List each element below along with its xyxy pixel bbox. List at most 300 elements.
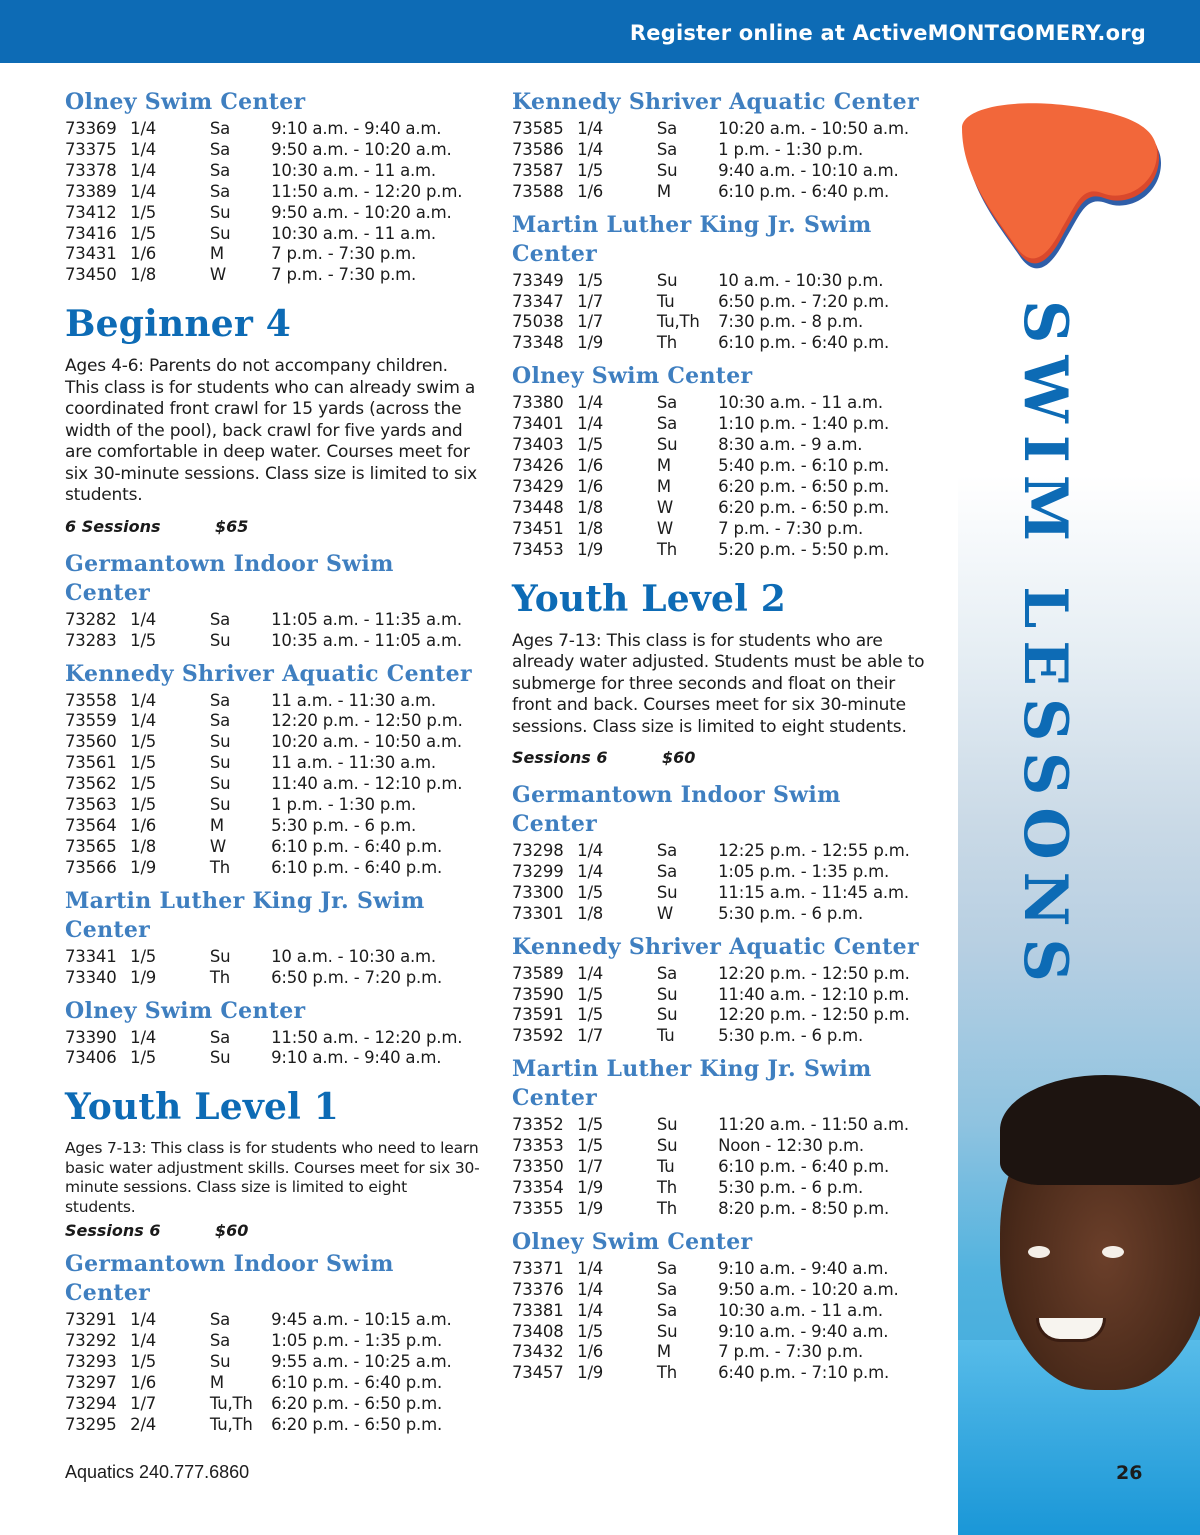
course-number: 73299 [512,861,564,881]
location-block [512,362,932,560]
schedule-row [512,964,932,985]
schedule-row [65,1048,485,1069]
course-number: 73354 [512,1177,564,1197]
location-block [512,781,932,925]
schedule-table [65,947,485,989]
left-column [65,88,485,1436]
course-number: 73389 [65,181,117,201]
location-block [65,88,485,286]
time: 5:20 p.m. - 5:50 p.m. [718,539,890,559]
schedule-table [65,119,485,286]
start-date: 1/7 [577,1026,604,1046]
day: Su [209,795,231,815]
schedule-row [512,1178,932,1199]
schedule-row [512,985,932,1006]
schedule-row [65,1415,485,1436]
start-date: 2/4 [130,1414,157,1434]
start-date: 1/4 [130,1331,157,1351]
course-number: 73592 [512,1026,564,1046]
day: Sa [209,160,231,180]
time: 7 p.m. - 7:30 p.m. [271,265,417,285]
sessions-count: Sessions 6 [65,1221,161,1241]
schedule-table [512,1115,932,1220]
time: 11:50 a.m. - 12:20 p.m. [271,1027,463,1047]
course-number: 73453 [512,539,564,559]
sessions-count: 6 Sessions [65,516,161,536]
day: Su [656,1136,678,1156]
time: 9:55 a.m. - 10:25 a.m. [271,1352,452,1372]
schedule-row [512,161,932,182]
schedule-row [512,271,932,292]
time: Noon - 12:30 p.m. [718,1136,864,1156]
time: 12:20 p.m. - 12:50 p.m. [271,711,463,731]
start-date: 1/9 [577,1363,604,1383]
schedule-row [65,858,485,879]
day: Su [656,984,678,1004]
day: Su [656,1115,678,1135]
time: 6:40 p.m. - 7:10 p.m. [718,1363,890,1383]
time: 11:40 a.m. - 12:10 p.m. [718,984,910,1004]
day: Th [656,1177,677,1197]
start-date: 1/9 [130,967,157,987]
start-date: 1/6 [577,1342,604,1362]
start-date: 1/4 [577,393,604,413]
course-number: 73591 [512,1005,564,1025]
course-number: 73448 [512,497,564,517]
time: 1 p.m. - 1:30 p.m. [718,139,864,159]
course-number: 73432 [512,1342,564,1362]
day: Sa [656,139,678,159]
schedule-row [512,292,932,313]
sessions-price [512,748,932,767]
time: 7 p.m. - 7:30 p.m. [718,1342,864,1362]
start-date: 1/8 [130,265,157,285]
day: Sa [209,690,231,710]
time: 9:50 a.m. - 10:20 a.m. [271,139,452,159]
start-date: 1/4 [130,711,157,731]
schedule-row [65,265,485,286]
time: 11 a.m. - 11:30 a.m. [271,690,436,710]
time: 6:10 p.m. - 6:40 p.m. [718,333,890,353]
day: Sa [209,609,231,629]
day: Sa [656,1258,678,1278]
sessions-count: Sessions 6 [512,748,608,767]
schedule-table [65,1310,485,1435]
start-date: 1/5 [130,753,157,773]
course-number: 73563 [65,795,117,815]
location-block [65,550,485,652]
schedule-row [65,631,485,652]
day: Su [209,774,231,794]
schedule-row [512,1136,932,1157]
schedule-row [512,312,932,333]
time: 6:20 p.m. - 6:50 p.m. [718,497,890,517]
course-number: 73369 [65,119,117,138]
day: M [209,244,224,264]
time: 10:30 a.m. - 11 a.m. [271,160,436,180]
day: M [656,1342,671,1362]
day: Th [209,967,230,987]
start-date: 1/5 [130,774,157,794]
schedule-row [512,333,932,354]
location-title: Kennedy Shriver Aquatic Center [512,933,919,960]
time: 6:10 p.m. - 6:40 p.m. [271,836,443,856]
schedule-row [65,968,485,989]
time: 5:30 p.m. - 6 p.m. [718,1177,864,1197]
course-number: 73348 [512,333,564,353]
time: 11:05 a.m. - 11:35 a.m. [271,609,462,629]
location-title: Kennedy Shriver Aquatic Center [512,89,919,115]
schedule-row [512,477,932,498]
day: Su [209,202,231,222]
course-description: Ages 7-13: This class is for students who need to learn basic water adjustment skills. Courses meet for six 30-minute sessions. Class size is limited to eight students. [65,1139,480,1216]
course-number: 73291 [65,1310,117,1330]
course-number: 73431 [65,244,117,264]
start-date: 1/5 [130,202,157,222]
course-number: 73561 [65,753,117,773]
schedule-row [65,1331,485,1352]
location-block [512,88,932,203]
course-number: 73588 [512,181,564,201]
start-date: 1/4 [130,139,157,159]
start-date: 1/5 [577,984,604,1004]
time: 10:30 a.m. - 11 a.m. [718,393,883,413]
start-date: 1/6 [130,1373,157,1393]
time: 5:30 p.m. - 6 p.m. [718,1026,864,1046]
start-date: 1/4 [130,1027,157,1047]
course-number: 73298 [512,841,564,860]
start-date: 1/8 [130,836,157,856]
location-title: Germantown Indoor Swim Center [65,1251,394,1307]
schedule-table [512,964,932,1048]
schedule-table [512,1259,932,1384]
day: Sa [656,963,678,983]
schedule-row [512,119,932,140]
start-date: 1/6 [577,455,604,475]
time: 9:50 a.m. - 10:20 a.m. [718,1279,899,1299]
time: 9:10 a.m. - 9:40 a.m. [271,119,442,138]
sessions-price [65,517,485,536]
time: 9:10 a.m. - 9:40 a.m. [271,1048,442,1068]
schedule-row [512,393,932,414]
time: 9:10 a.m. - 9:40 a.m. [718,1258,889,1278]
location-title: Olney Swim Center [65,997,306,1024]
start-date: 1/4 [577,861,604,881]
time: 5:40 p.m. - 6:10 p.m. [718,455,890,475]
time: 8:30 a.m. - 9 a.m. [718,435,863,455]
schedule-row [65,795,485,816]
start-date: 1/5 [577,1321,604,1341]
start-date: 1/6 [577,181,604,201]
start-date: 1/4 [577,1279,604,1299]
swimmer-eye-left [1028,1246,1050,1258]
start-date: 1/5 [130,1048,157,1068]
schedule-row [512,841,932,862]
course-number: 73376 [512,1279,564,1299]
location-block [65,997,485,1070]
start-date: 1/5 [577,160,604,180]
time: 10:30 a.m. - 11 a.m. [718,1300,883,1320]
course-number: 73349 [512,270,564,290]
location-title: Martin Luther King Jr. Swim Center [512,1056,872,1112]
schedule-row [512,1322,932,1343]
time: 9:45 a.m. - 10:15 a.m. [271,1310,452,1330]
schedule-row [65,753,485,774]
schedule-row [512,1280,932,1301]
start-date: 1/8 [577,518,604,538]
day: Su [209,630,231,650]
time: 6:20 p.m. - 6:50 p.m. [271,1393,443,1413]
time: 10:30 a.m. - 11 a.m. [271,223,436,243]
start-date: 1/9 [577,1198,604,1218]
day: Tu,Th [656,312,700,332]
day: Su [656,1005,678,1025]
time: 12:25 p.m. - 12:55 p.m. [718,841,910,860]
day: Su [656,270,678,290]
start-date: 1/5 [577,1136,604,1156]
course-number: 73586 [512,139,564,159]
day: Sa [209,181,231,201]
start-date: 1/9 [577,333,604,353]
start-date: 1/4 [577,119,604,138]
location-block [512,933,932,1048]
time: 6:50 p.m. - 7:20 p.m. [718,291,890,311]
location-title: Martin Luther King Jr. Swim Center [512,211,872,267]
course-number: 73412 [65,202,117,222]
course-number: 73564 [65,816,117,835]
start-date: 1/4 [577,139,604,159]
time: 7:30 p.m. - 8 p.m. [718,312,864,332]
start-date: 1/4 [577,1300,604,1320]
schedule-row [65,1373,485,1394]
day: Sa [656,841,678,860]
schedule-row [512,456,932,477]
day: Sa [209,139,231,159]
start-date: 1/5 [130,795,157,815]
course-heading: Youth Level 2 [512,577,786,620]
location-title: Olney Swim Center [512,363,753,390]
schedule-row [512,414,932,435]
location-title: Martin Luther King Jr. Swim Center [65,887,425,943]
course-number: 73451 [512,518,564,538]
schedule-row [512,1157,932,1178]
course-number: 73560 [65,732,117,752]
day: Sa [656,861,678,881]
schedule-row [512,182,932,203]
day: Sa [209,1310,231,1330]
time: 10 a.m. - 10:30 a.m. [271,946,436,966]
start-date: 1/4 [130,160,157,180]
schedule-row [65,161,485,182]
start-date: 1/5 [577,435,604,455]
course-heading: Youth Level 1 [65,1086,339,1129]
day: Tu,Th [209,1393,253,1413]
course-number: 73375 [65,139,117,159]
day: Su [656,882,678,902]
location-title: Germantown Indoor Swim Center [512,782,841,837]
schedule-row [512,540,932,561]
day: Sa [656,393,678,413]
time: 11:40 a.m. - 12:10 p.m. [271,774,463,794]
schedule-row [65,1310,485,1331]
course-number: 73355 [512,1198,564,1218]
day: Su [209,753,231,773]
time: 10:35 a.m. - 11:05 a.m. [271,630,462,650]
day: Su [209,732,231,752]
schedule-table [512,119,932,203]
day: M [656,455,671,475]
sessions-price [65,1221,485,1240]
schedule-row [65,816,485,837]
course-number: 73283 [65,630,117,650]
day: Tu [656,1157,675,1177]
time: 11:50 a.m. - 12:20 p.m. [271,181,463,201]
time: 9:10 a.m. - 9:40 a.m. [718,1321,889,1341]
schedule-row [65,610,485,631]
day: Su [656,435,678,455]
day: W [656,518,673,538]
day: Tu [656,1026,675,1046]
course-number: 73371 [512,1258,564,1278]
course-number: 73381 [512,1300,564,1320]
schedule-row [65,947,485,968]
day: Su [209,946,231,966]
day: Th [656,1363,677,1383]
location-title: Olney Swim Center [65,89,306,115]
start-date: 1/5 [577,1005,604,1025]
schedule-row [65,182,485,203]
course-number: 73565 [65,836,117,856]
schedule-row [512,1342,932,1363]
schedule-row [512,519,932,540]
schedule-row [65,203,485,224]
start-date: 1/8 [577,497,604,517]
start-date: 1/4 [130,1310,157,1330]
day: W [656,497,673,517]
page-number: 26 [1116,1462,1143,1484]
start-date: 1/4 [130,181,157,201]
schedule-row [512,1026,932,1047]
course-number: 75038 [512,312,564,332]
time: 10:20 a.m. - 10:50 a.m. [271,732,462,752]
day: W [656,903,673,923]
day: Tu [656,291,675,311]
course-number: 73457 [512,1363,564,1383]
start-date: 1/5 [130,946,157,966]
schedule-row [65,1352,485,1373]
schedule-row [512,883,932,904]
start-date: 1/5 [130,223,157,243]
course-number: 73353 [512,1136,564,1156]
start-date: 1/4 [577,963,604,983]
course-number: 73292 [65,1331,117,1351]
schedule-table [65,610,485,652]
day: Sa [656,119,678,138]
day: M [209,816,224,835]
course-number: 73589 [512,963,564,983]
day: Th [656,539,677,559]
course-price: $65 [215,516,249,536]
course-number: 73587 [512,160,564,180]
location-title: Olney Swim Center [512,1228,753,1255]
day: Su [656,160,678,180]
time: 9:40 a.m. - 10:10 a.m. [718,160,899,180]
time: 10 a.m. - 10:30 p.m. [718,270,884,290]
day: Th [209,857,230,877]
start-date: 1/9 [577,1177,604,1197]
course-number: 73403 [512,435,564,455]
course-number: 73350 [512,1157,564,1177]
course-price: $60 [662,748,696,767]
course-number: 73380 [512,393,564,413]
course-number: 73347 [512,291,564,311]
start-date: 1/4 [577,414,604,434]
footer-phone: Aquatics 240.777.6860 [65,1462,250,1482]
right-column [512,88,932,1384]
day: Su [209,1352,231,1372]
section-title-vertical: SWIM LESSONS [1010,300,1080,994]
time: 1:05 p.m. - 1:35 p.m. [271,1331,443,1351]
schedule-row [65,1394,485,1415]
course-number: 73297 [65,1373,117,1393]
course-number: 73378 [65,160,117,180]
course-number: 73429 [512,476,564,496]
register-link[interactable]: Register online at ActiveMONTGOMERY.org [629,21,1146,45]
schedule-row [65,837,485,858]
start-date: 1/5 [577,1115,604,1135]
schedule-row [65,140,485,161]
time: 10:20 a.m. - 10:50 a.m. [718,119,909,138]
course-number: 73562 [65,774,117,794]
day: Su [656,1321,678,1341]
location-block [512,1228,932,1384]
course-number: 73426 [512,455,564,475]
time: 11:15 a.m. - 11:45 a.m. [718,882,909,902]
swimmer-eye-right [1102,1246,1124,1258]
start-date: 1/6 [130,244,157,264]
course-price: $60 [215,1221,249,1241]
schedule-row [512,498,932,519]
schedule-table [65,1028,485,1070]
day: Sa [209,1027,231,1047]
start-date: 1/7 [577,312,604,332]
course-number: 73590 [512,984,564,1004]
schedule-row [65,244,485,265]
time: 12:20 p.m. - 12:50 p.m. [718,1005,910,1025]
course-number: 73301 [512,903,564,923]
start-date: 1/5 [130,732,157,752]
time: 7 p.m. - 7:30 p.m. [718,518,864,538]
course-number: 73408 [512,1321,564,1341]
schedule-table [512,841,932,925]
day: Th [656,333,677,353]
start-date: 1/7 [577,1157,604,1177]
day: Su [209,1048,231,1068]
location-title: Kennedy Shriver Aquatic Center [65,660,472,687]
start-date: 1/9 [130,857,157,877]
time: 8:20 p.m. - 8:50 p.m. [718,1198,890,1218]
schedule-row [512,904,932,925]
schedule-row [65,774,485,795]
course-number: 73566 [65,857,117,877]
schedule-row [512,1259,932,1280]
time: 1:10 p.m. - 1:40 p.m. [718,414,890,434]
start-date: 1/6 [130,816,157,835]
start-date: 1/4 [130,609,157,629]
start-date: 1/4 [130,690,157,710]
schedule-table [65,691,485,879]
day: Sa [656,1279,678,1299]
